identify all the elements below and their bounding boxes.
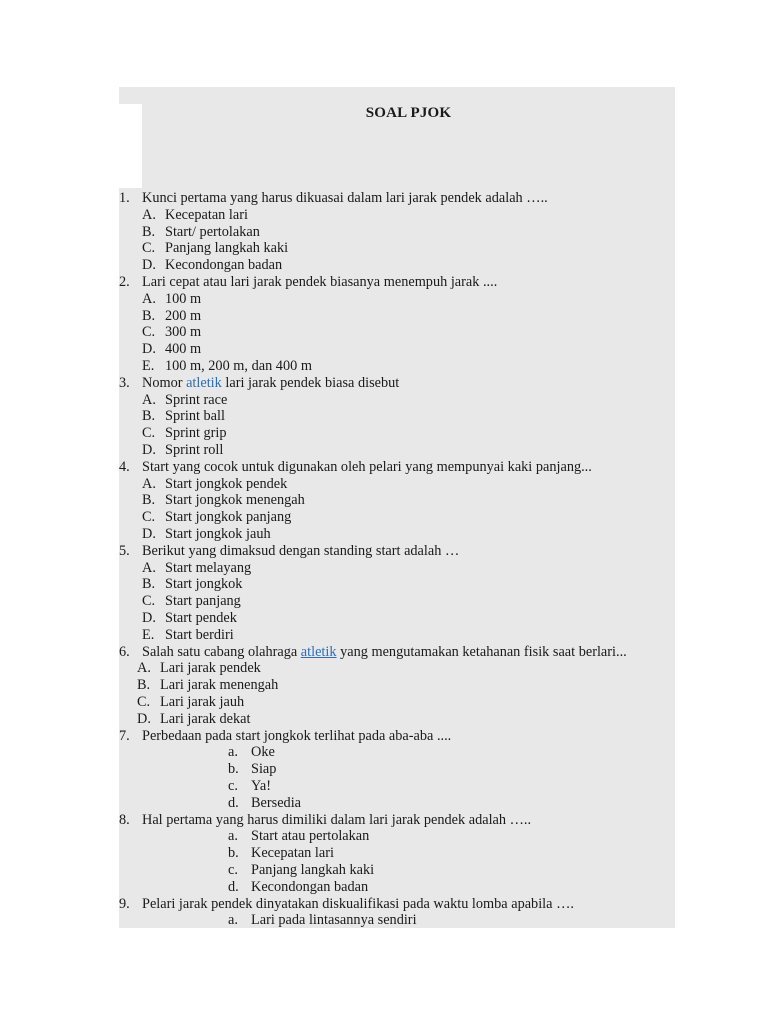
question-number: 6. xyxy=(119,643,130,660)
option-letter: b. xyxy=(228,845,239,862)
option-letter: a. xyxy=(228,828,238,845)
option-letter: C. xyxy=(142,425,156,442)
option-letter: D. xyxy=(142,341,156,358)
option-letter: a. xyxy=(228,744,238,761)
option-letter: C. xyxy=(137,694,151,710)
option-letter: A. xyxy=(142,290,156,307)
option-text: Kecondongan badan xyxy=(251,878,369,895)
option-letter: B. xyxy=(142,307,156,324)
question-text-after: yang mengutamakan ketahanan fisik saat berlari... xyxy=(336,643,627,660)
option-text: Lari jarak jauh xyxy=(160,694,245,710)
option-letter: C. xyxy=(142,240,156,257)
question-number: 3. xyxy=(119,374,130,391)
option-text: Sprint roll xyxy=(165,442,224,458)
option-letter: d. xyxy=(228,878,239,895)
option-letter: A. xyxy=(142,559,156,576)
question-number: 7. xyxy=(119,727,130,744)
option-text: Panjang langkah kaki xyxy=(165,240,289,257)
option-text: Lari jarak dekat xyxy=(160,710,251,727)
option-letter: B. xyxy=(142,223,156,240)
question-text: Perbedaan pada start jongkok terlihat pada aba-aba .... xyxy=(142,727,452,744)
option-letter: C. xyxy=(142,324,156,341)
option-text: Panjang langkah kaki xyxy=(251,862,375,878)
option-letter: D. xyxy=(142,526,156,542)
option-text: 100 m, 200 m, dan 400 m xyxy=(165,358,312,374)
option-letter: B. xyxy=(137,677,151,694)
option-letter: A. xyxy=(137,660,151,677)
option-text: Siap xyxy=(251,761,277,778)
option-text: Start jongkok pendek xyxy=(165,475,288,492)
option-letter: b. xyxy=(228,761,239,778)
question-text: Pelari jarak pendek dinyatakan diskualifikasi pada waktu lomba apabila …. xyxy=(142,895,574,912)
option-letter: E. xyxy=(142,626,155,643)
option-text: Start melayang xyxy=(165,559,252,576)
question-text xyxy=(142,644,627,661)
question-number: 5. xyxy=(119,542,130,559)
option-text: Kecondongan badan xyxy=(165,257,283,274)
option-letter: B. xyxy=(142,576,156,593)
question-text: Lari cepat atau lari jarak pendek biasanya menempuh jarak .... xyxy=(142,274,498,290)
option-text: Lari jarak pendek xyxy=(160,660,261,677)
option-letter: a. xyxy=(228,912,238,929)
option-text: Start/ pertolakan xyxy=(165,223,260,240)
option-letter: d. xyxy=(228,794,239,811)
option-letter: C. xyxy=(142,593,156,610)
option-text: Start jongkok xyxy=(165,576,243,593)
option-text: 300 m xyxy=(165,324,202,341)
question-text: Hal pertama yang harus dimiliki dalam lari jarak pendek adalah ….. xyxy=(142,811,532,828)
question-text: Berikut yang dimaksud dengan standing start adalah … xyxy=(142,542,460,559)
option-text: Oke xyxy=(251,744,275,761)
question-text xyxy=(142,375,399,392)
option-text: Start berdiri xyxy=(165,626,234,643)
option-text: Lari jarak menengah xyxy=(160,677,279,694)
option-letter: B. xyxy=(142,492,156,509)
option-text: 100 m xyxy=(165,290,202,307)
option-text: Kecepatan lari xyxy=(251,845,334,862)
option-letter: c. xyxy=(228,778,238,794)
option-text: Start atau pertolakan xyxy=(251,828,370,845)
option-text: Start pendek xyxy=(165,610,237,626)
atletik-link[interactable]: atletik xyxy=(300,643,337,660)
question-number: 4. xyxy=(119,458,130,475)
question-number: 2. xyxy=(119,274,130,290)
option-text: Sprint race xyxy=(165,391,228,408)
option-text: 200 m xyxy=(165,307,202,324)
option-text: Kecepatan lari xyxy=(165,206,248,223)
option-text: 400 m xyxy=(165,341,202,358)
option-letter: D. xyxy=(142,257,156,274)
option-letter: D. xyxy=(142,610,156,626)
question-text-after: lari jarak pendek biasa disebut xyxy=(221,374,400,391)
question-text-before: Nomor xyxy=(142,374,187,391)
option-text: Bersedia xyxy=(251,794,302,811)
option-letter: A. xyxy=(142,391,156,408)
option-text: Ya! xyxy=(251,778,271,794)
question-number: 9. xyxy=(119,895,130,912)
question-text: Kunci pertama yang harus dikuasai dalam lari jarak pendek adalah ….. xyxy=(142,190,548,206)
option-letter: D. xyxy=(137,710,151,727)
option-letter: A. xyxy=(142,206,156,223)
question-text-before: Salah satu cabang olahraga xyxy=(142,643,301,660)
option-letter: C. xyxy=(142,509,156,526)
option-letter: c. xyxy=(228,862,238,878)
option-text: Sprint ball xyxy=(165,408,225,425)
document-title: SOAL PJOK xyxy=(365,105,452,121)
question-number: 8. xyxy=(119,811,130,828)
option-letter: A. xyxy=(142,475,156,492)
option-letter: E. xyxy=(142,358,155,374)
option-text: Start jongkok panjang xyxy=(165,509,292,526)
question-number: 1. xyxy=(119,190,130,206)
option-letter: B. xyxy=(142,408,156,425)
option-text: Lari pada lintasannya sendiri xyxy=(251,912,417,929)
option-text: Sprint grip xyxy=(165,425,227,442)
atletik-link[interactable]: atletik xyxy=(186,374,222,391)
option-text: Start jongkok jauh xyxy=(165,526,271,542)
option-text: Start panjang xyxy=(165,593,241,610)
option-letter: D. xyxy=(142,442,156,458)
option-text: Start jongkok menengah xyxy=(165,492,305,509)
question-text: Start yang cocok untuk digunakan oleh pelari yang mempunyai kaki panjang... xyxy=(142,458,592,475)
